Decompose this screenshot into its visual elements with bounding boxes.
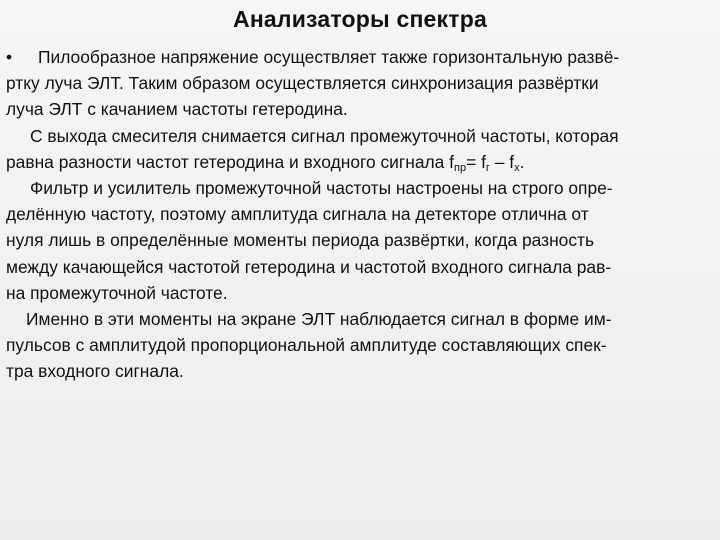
frequency-formula — [449, 152, 524, 172]
text-line: С выхода смесителя снимается сигнал промежуточной частоты, которая — [30, 125, 619, 146]
formula-sub-if: пр — [454, 161, 467, 174]
formula-f: f — [449, 151, 455, 172]
text-line-1: Пилообразное напряжение осуществляет также горизонтальную развё- — [38, 47, 620, 67]
text-line: Фильтр и усилитель промежуточной частоты настроены на строго опре- — [30, 177, 613, 198]
text-line: тра входного сигнала. — [6, 361, 184, 382]
text-line: делённую частоту, поэтому амплитуда сигнала на детекторе отлична от — [6, 204, 589, 225]
formula-minus: – f — [489, 151, 515, 172]
text-line: между качающейся частотой гетеродина и частотой входного сигнала рав- — [6, 256, 612, 277]
text-line-formula — [6, 149, 712, 175]
slide-title: Анализаторы спектра — [233, 6, 487, 32]
text-line: нуля лишь в определённые моменты периода развёртки, когда разность — [6, 230, 595, 251]
text-line: ртку луча ЭЛТ. Таким образом осуществляется синхронизация развёртки — [6, 73, 599, 94]
formula-sub-lo: г — [485, 161, 490, 174]
text-line — [6, 44, 712, 70]
bullet-icon: • — [6, 47, 13, 67]
text-line: луча ЭЛТ с качанием частоты гетеродина. — [6, 99, 348, 120]
formula-lead-text: равна разности частот гетеродина и входного сигнала — [6, 151, 445, 172]
slide-body — [6, 44, 712, 384]
formula-sub-x: х — [514, 161, 520, 174]
formula-end: . — [519, 151, 525, 172]
text-line: пульсов с амплитудой пропорциональной амплитуде составляющих спек- — [6, 335, 607, 356]
formula-eq: = f — [466, 151, 486, 172]
text-line: Именно в эти моменты на экране ЭЛТ наблюдается сигнал в форме им- — [26, 308, 612, 329]
text-line: на промежуточной частоте. — [6, 282, 228, 303]
